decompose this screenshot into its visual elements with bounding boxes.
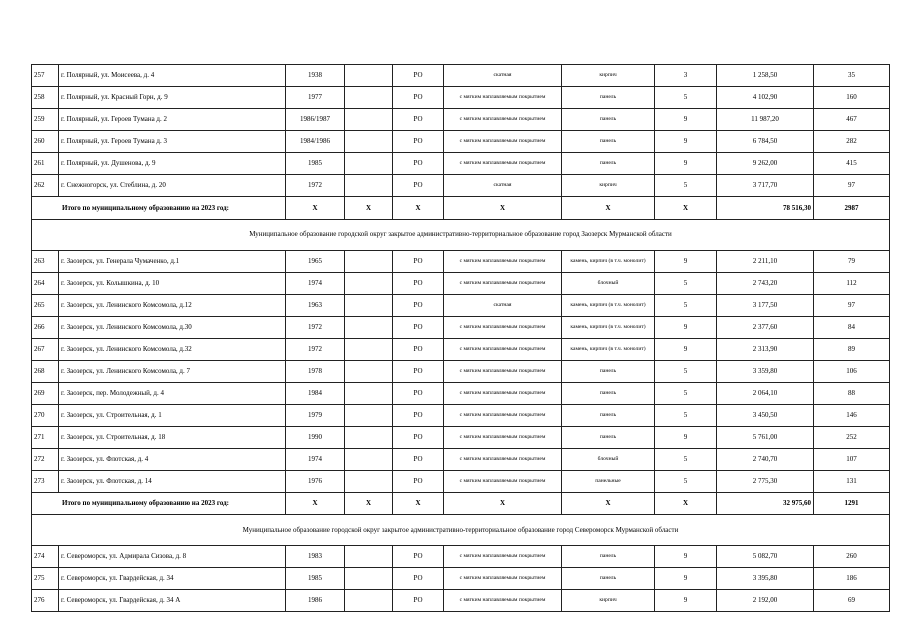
roof-type-cell: с мягким наплавляемым покрытием xyxy=(444,590,562,612)
year-cell: 1972 xyxy=(286,316,345,338)
blank-cell xyxy=(345,316,393,338)
area-cell: 11 987,20 xyxy=(717,109,814,131)
total-row xyxy=(32,197,890,220)
table-row xyxy=(32,131,890,153)
year-cell: 1978 xyxy=(286,360,345,382)
row-number-cell: 274 xyxy=(32,546,59,568)
residents-cell: 79 xyxy=(814,250,890,272)
floors-cell: 9 xyxy=(655,250,717,272)
floors-cell: 9 xyxy=(655,109,717,131)
table-row xyxy=(32,294,890,316)
area-cell: 3 450,50 xyxy=(717,404,814,426)
method-cell: РО xyxy=(393,338,444,360)
roof-type-cell: с мягким наплавляемым покрытием xyxy=(444,109,562,131)
residents-cell: 160 xyxy=(814,87,890,109)
residents-cell: 97 xyxy=(814,294,890,316)
method-cell: РО xyxy=(393,448,444,470)
wall-material-cell: панель xyxy=(562,382,655,404)
total-residents-cell: 1291 xyxy=(814,492,890,515)
method-cell: РО xyxy=(393,272,444,294)
residents-cell: 467 xyxy=(814,109,890,131)
residents-cell: 89 xyxy=(814,338,890,360)
blank-cell xyxy=(345,360,393,382)
residents-cell: 35 xyxy=(814,65,890,87)
area-cell: 3 359,80 xyxy=(717,360,814,382)
row-number-cell: 275 xyxy=(32,568,59,590)
table-row xyxy=(32,470,890,492)
area-cell: 2 775,30 xyxy=(717,470,814,492)
area-cell: 6 784,50 xyxy=(717,131,814,153)
total-label: Итого по муниципальному образованию на 2023 год: xyxy=(32,197,286,220)
row-number-cell: 257 xyxy=(32,65,59,87)
year-cell: 1984/1986 xyxy=(286,131,345,153)
table-row xyxy=(32,338,890,360)
address-cell: г. Полярный, ул. Героев Тумана д. 3 xyxy=(59,131,286,153)
roof-type-cell: скатная xyxy=(444,175,562,197)
wall-material-cell: панель xyxy=(562,131,655,153)
year-cell: 1965 xyxy=(286,250,345,272)
wall-material-cell: кирпич xyxy=(562,590,655,612)
address-cell: г. Заозерск, ул. Строительная, д. 18 xyxy=(59,426,286,448)
address-cell: г. Заозерск, ул. Генерала Чумаченко, д.1 xyxy=(59,250,286,272)
year-cell: 1976 xyxy=(286,470,345,492)
municipality-header-row xyxy=(32,515,890,546)
table-row xyxy=(32,250,890,272)
address-cell: г. Заозерск, пер. Молодежный, д. 4 xyxy=(59,382,286,404)
roof-type-cell: с мягким наплавляемым покрытием xyxy=(444,470,562,492)
row-number-cell: 272 xyxy=(32,448,59,470)
address-cell: г. Североморск, ул. Гвардейская, д. 34 xyxy=(59,568,286,590)
row-number-cell: 276 xyxy=(32,590,59,612)
blank-cell xyxy=(345,294,393,316)
residents-cell: 146 xyxy=(814,404,890,426)
year-cell: 1974 xyxy=(286,272,345,294)
roof-type-cell: с мягким наплавляемым покрытием xyxy=(444,382,562,404)
method-cell: РО xyxy=(393,109,444,131)
wall-material-cell: панель xyxy=(562,426,655,448)
year-cell: 1977 xyxy=(286,87,345,109)
address-cell: г. Заозерск, ул. Флотская, д. 4 xyxy=(59,448,286,470)
table-row xyxy=(32,426,890,448)
floors-cell: 5 xyxy=(655,294,717,316)
roof-type-cell: с мягким наплавляемым покрытием xyxy=(444,338,562,360)
wall-material-cell: панель xyxy=(562,87,655,109)
total-x-cell: X xyxy=(345,197,393,220)
year-cell: 1972 xyxy=(286,175,345,197)
address-cell: г. Заозерск, ул. Флотская, д. 14 xyxy=(59,470,286,492)
residents-cell: 106 xyxy=(814,360,890,382)
blank-cell xyxy=(345,250,393,272)
address-cell: г. Полярный, ул. Душенова, д. 9 xyxy=(59,153,286,175)
year-cell: 1979 xyxy=(286,404,345,426)
wall-material-cell: камень, кирпич (в т.ч. монолит) xyxy=(562,294,655,316)
address-cell: г. Полярный, ул. Героев Тумана д. 2 xyxy=(59,109,286,131)
roof-type-cell: с мягким наплавляемым покрытием xyxy=(444,426,562,448)
residents-cell: 112 xyxy=(814,272,890,294)
total-label: Итого по муниципальному образованию на 2023 год: xyxy=(32,492,286,515)
wall-material-cell: панель xyxy=(562,568,655,590)
roof-type-cell: с мягким наплавляемым покрытием xyxy=(444,272,562,294)
area-cell: 2 740,70 xyxy=(717,448,814,470)
blank-cell xyxy=(345,470,393,492)
table-row xyxy=(32,404,890,426)
wall-material-cell: панель xyxy=(562,546,655,568)
floors-cell: 3 xyxy=(655,65,717,87)
residents-cell: 252 xyxy=(814,426,890,448)
roof-type-cell: с мягким наплавляемым покрытием xyxy=(444,87,562,109)
year-cell: 1990 xyxy=(286,426,345,448)
roof-type-cell: с мягким наплавляемым покрытием xyxy=(444,404,562,426)
wall-material-cell: панель xyxy=(562,153,655,175)
row-number-cell: 263 xyxy=(32,250,59,272)
address-cell: г. Заозерск, ул. Строительная, д. 1 xyxy=(59,404,286,426)
wall-material-cell: блочный xyxy=(562,272,655,294)
blank-cell xyxy=(345,131,393,153)
address-cell: г. Снежногорск, ул. Стеблина, д. 20 xyxy=(59,175,286,197)
housing-register-table xyxy=(31,64,890,612)
table-row xyxy=(32,65,890,87)
area-cell: 2 064,10 xyxy=(717,382,814,404)
row-number-cell: 264 xyxy=(32,272,59,294)
method-cell: РО xyxy=(393,546,444,568)
residents-cell: 260 xyxy=(814,546,890,568)
table-row xyxy=(32,382,890,404)
table-body xyxy=(32,65,890,612)
row-number-cell: 265 xyxy=(32,294,59,316)
total-area-cell: 32 975,60 xyxy=(717,492,814,515)
method-cell: РО xyxy=(393,470,444,492)
area-cell: 2 743,20 xyxy=(717,272,814,294)
total-x-cell: X xyxy=(345,492,393,515)
method-cell: РО xyxy=(393,316,444,338)
wall-material-cell: камень, кирпич (в т.ч. монолит) xyxy=(562,316,655,338)
blank-cell xyxy=(345,426,393,448)
table-row xyxy=(32,272,890,294)
total-residents-cell: 2987 xyxy=(814,197,890,220)
area-cell: 3 717,70 xyxy=(717,175,814,197)
area-cell: 1 258,50 xyxy=(717,65,814,87)
residents-cell: 88 xyxy=(814,382,890,404)
row-number-cell: 260 xyxy=(32,131,59,153)
year-cell: 1938 xyxy=(286,65,345,87)
address-cell: г. Заозерск, ул. Ленинского Комсомола, д.32 xyxy=(59,338,286,360)
area-cell: 2 313,90 xyxy=(717,338,814,360)
table-row xyxy=(32,568,890,590)
roof-type-cell: с мягким наплавляемым покрытием xyxy=(444,568,562,590)
wall-material-cell: камень, кирпич (в т.ч. монолит) xyxy=(562,338,655,360)
table-row xyxy=(32,87,890,109)
area-cell: 2 211,10 xyxy=(717,250,814,272)
blank-cell xyxy=(345,546,393,568)
total-x-cell: X xyxy=(393,197,444,220)
area-cell: 5 082,70 xyxy=(717,546,814,568)
total-x-cell: X xyxy=(562,492,655,515)
area-cell: 3 177,50 xyxy=(717,294,814,316)
residents-cell: 415 xyxy=(814,153,890,175)
roof-type-cell: скатная xyxy=(444,294,562,316)
table-row xyxy=(32,109,890,131)
total-area-cell: 78 516,30 xyxy=(717,197,814,220)
year-cell: 1986 xyxy=(286,590,345,612)
total-x-cell: X xyxy=(562,197,655,220)
year-cell: 1963 xyxy=(286,294,345,316)
row-number-cell: 271 xyxy=(32,426,59,448)
method-cell: РО xyxy=(393,250,444,272)
wall-material-cell: камень, кирпич (в т.ч. монолит) xyxy=(562,250,655,272)
method-cell: РО xyxy=(393,382,444,404)
blank-cell xyxy=(345,404,393,426)
area-cell: 4 102,90 xyxy=(717,87,814,109)
area-cell: 2 377,60 xyxy=(717,316,814,338)
municipality-title: Муниципальное образование городской округ закрытое административно-территориальное образование город Североморск Мурманской области xyxy=(32,515,890,546)
area-cell: 9 262,00 xyxy=(717,153,814,175)
blank-cell xyxy=(345,590,393,612)
method-cell: РО xyxy=(393,175,444,197)
floors-cell: 5 xyxy=(655,272,717,294)
row-number-cell: 273 xyxy=(32,470,59,492)
method-cell: РО xyxy=(393,294,444,316)
address-cell: г. Заозерск, ул. Ленинского Комсомола, д.12 xyxy=(59,294,286,316)
address-cell: г. Североморск, ул. Гвардейская, д. 34 А xyxy=(59,590,286,612)
roof-type-cell: с мягким наплавляемым покрытием xyxy=(444,131,562,153)
residents-cell: 69 xyxy=(814,590,890,612)
address-cell: г. Заозерск, ул. Колышкина, д. 10 xyxy=(59,272,286,294)
method-cell: РО xyxy=(393,590,444,612)
blank-cell xyxy=(345,272,393,294)
total-x-cell: X xyxy=(655,492,717,515)
municipality-header-row xyxy=(32,219,890,250)
floors-cell: 9 xyxy=(655,568,717,590)
floors-cell: 5 xyxy=(655,360,717,382)
floors-cell: 5 xyxy=(655,470,717,492)
total-x-cell: X xyxy=(444,492,562,515)
area-cell: 2 192,00 xyxy=(717,590,814,612)
roof-type-cell: с мягким наплавляемым покрытием xyxy=(444,316,562,338)
method-cell: РО xyxy=(393,404,444,426)
row-number-cell: 267 xyxy=(32,338,59,360)
method-cell: РО xyxy=(393,426,444,448)
row-number-cell: 262 xyxy=(32,175,59,197)
wall-material-cell: блочный xyxy=(562,448,655,470)
wall-material-cell: панель xyxy=(562,360,655,382)
blank-cell xyxy=(345,87,393,109)
table-row xyxy=(32,316,890,338)
municipality-title: Муниципальное образование городской округ закрытое административно-территориальное образование город Заозерск Мурманской области xyxy=(32,219,890,250)
roof-type-cell: с мягким наплавляемым покрытием xyxy=(444,153,562,175)
table-row xyxy=(32,546,890,568)
total-x-cell: X xyxy=(655,197,717,220)
wall-material-cell: кирпич xyxy=(562,65,655,87)
floors-cell: 9 xyxy=(655,153,717,175)
floors-cell: 9 xyxy=(655,426,717,448)
roof-type-cell: с мягким наплавляемым покрытием xyxy=(444,546,562,568)
wall-material-cell: панель xyxy=(562,109,655,131)
blank-cell xyxy=(345,568,393,590)
row-number-cell: 269 xyxy=(32,382,59,404)
row-number-cell: 261 xyxy=(32,153,59,175)
blank-cell xyxy=(345,448,393,470)
floors-cell: 5 xyxy=(655,175,717,197)
floors-cell: 9 xyxy=(655,131,717,153)
address-cell: г. Полярный, ул. Красный Горн, д. 9 xyxy=(59,87,286,109)
year-cell: 1974 xyxy=(286,448,345,470)
row-number-cell: 259 xyxy=(32,109,59,131)
row-number-cell: 266 xyxy=(32,316,59,338)
year-cell: 1972 xyxy=(286,338,345,360)
year-cell: 1986/1987 xyxy=(286,109,345,131)
roof-type-cell: с мягким наплавляемым покрытием xyxy=(444,448,562,470)
blank-cell xyxy=(345,382,393,404)
method-cell: РО xyxy=(393,153,444,175)
method-cell: РО xyxy=(393,360,444,382)
floors-cell: 5 xyxy=(655,87,717,109)
wall-material-cell: кирпич xyxy=(562,175,655,197)
floors-cell: 9 xyxy=(655,590,717,612)
blank-cell xyxy=(345,109,393,131)
table-row xyxy=(32,448,890,470)
address-cell: г. Заозерск, ул. Ленинского Комсомола, д.30 xyxy=(59,316,286,338)
table-row xyxy=(32,153,890,175)
method-cell: РО xyxy=(393,87,444,109)
roof-type-cell: с мягким наплавляемым покрытием xyxy=(444,250,562,272)
floors-cell: 9 xyxy=(655,338,717,360)
floors-cell: 5 xyxy=(655,404,717,426)
roof-type-cell: скатная xyxy=(444,65,562,87)
table-row xyxy=(32,360,890,382)
area-cell: 3 395,80 xyxy=(717,568,814,590)
residents-cell: 186 xyxy=(814,568,890,590)
year-cell: 1985 xyxy=(286,568,345,590)
floors-cell: 5 xyxy=(655,382,717,404)
table-row xyxy=(32,590,890,612)
blank-cell xyxy=(345,65,393,87)
row-number-cell: 268 xyxy=(32,360,59,382)
residents-cell: 131 xyxy=(814,470,890,492)
address-cell: г. Заозерск, ул. Ленинского Комсомола, д. 7 xyxy=(59,360,286,382)
floors-cell: 9 xyxy=(655,316,717,338)
residents-cell: 97 xyxy=(814,175,890,197)
floors-cell: 9 xyxy=(655,546,717,568)
address-cell: г. Североморск, ул. Адмирала Сизова, д. 8 xyxy=(59,546,286,568)
area-cell: 5 761,00 xyxy=(717,426,814,448)
wall-material-cell: панель xyxy=(562,404,655,426)
roof-type-cell: с мягким наплавляемым покрытием xyxy=(444,360,562,382)
blank-cell xyxy=(345,153,393,175)
blank-cell xyxy=(345,338,393,360)
total-x-cell: X xyxy=(286,197,345,220)
floors-cell: 5 xyxy=(655,448,717,470)
residents-cell: 84 xyxy=(814,316,890,338)
year-cell: 1985 xyxy=(286,153,345,175)
method-cell: РО xyxy=(393,568,444,590)
method-cell: РО xyxy=(393,65,444,87)
year-cell: 1983 xyxy=(286,546,345,568)
residents-cell: 107 xyxy=(814,448,890,470)
row-number-cell: 270 xyxy=(32,404,59,426)
residents-cell: 282 xyxy=(814,131,890,153)
total-x-cell: X xyxy=(286,492,345,515)
total-x-cell: X xyxy=(393,492,444,515)
wall-material-cell: панельные xyxy=(562,470,655,492)
total-x-cell: X xyxy=(444,197,562,220)
address-cell: г. Полярный, ул. Моисеева, д. 4 xyxy=(59,65,286,87)
blank-cell xyxy=(345,175,393,197)
row-number-cell: 258 xyxy=(32,87,59,109)
total-row xyxy=(32,492,890,515)
method-cell: РО xyxy=(393,131,444,153)
table-row xyxy=(32,175,890,197)
year-cell: 1984 xyxy=(286,382,345,404)
